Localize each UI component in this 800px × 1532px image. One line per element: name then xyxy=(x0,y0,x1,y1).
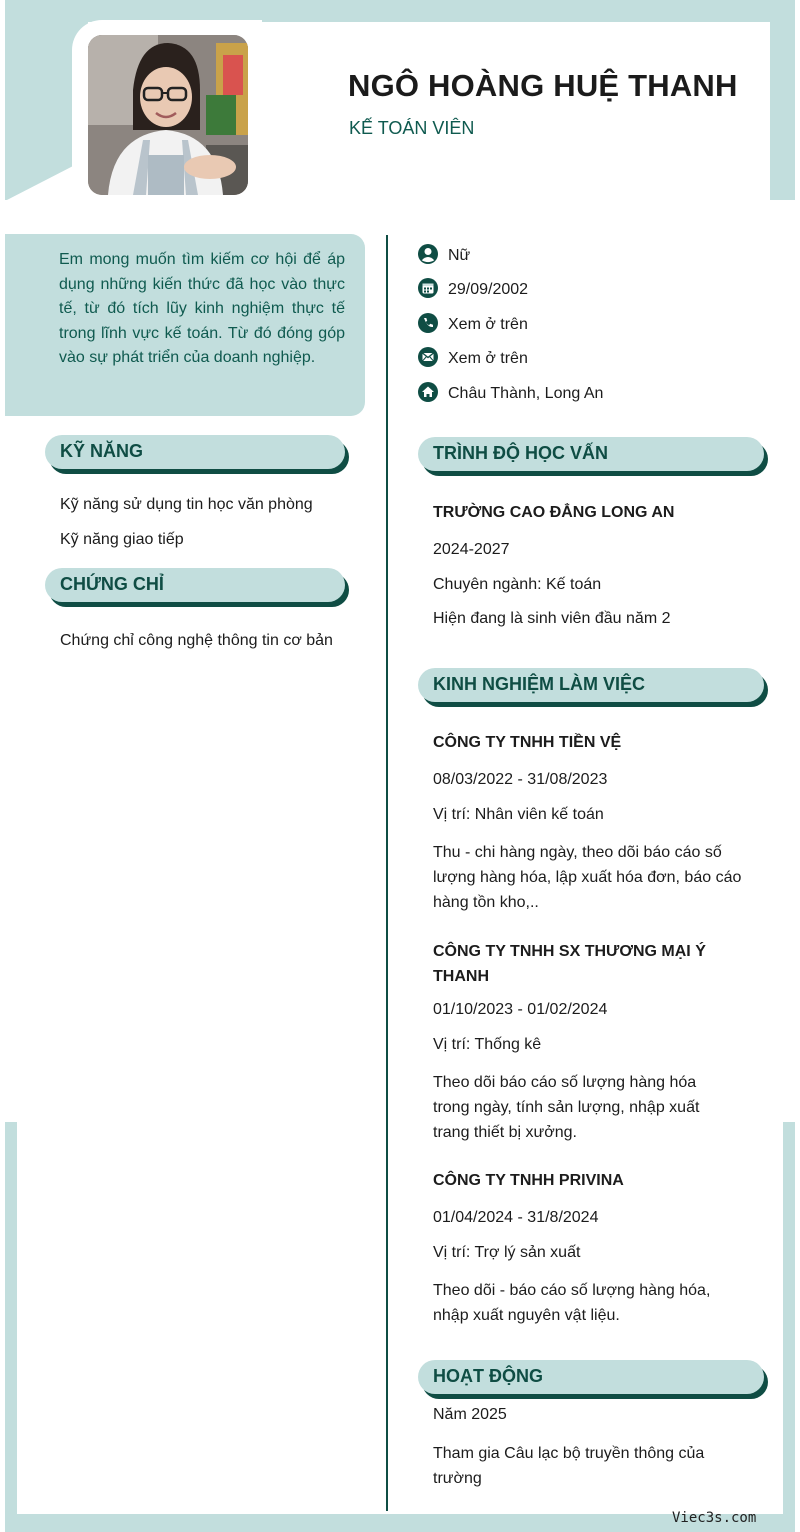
job-company: CÔNG TY TNHH SX THƯƠNG MẠI Ý THANH xyxy=(433,943,706,985)
candidate-role: KẾ TOÁN VIÊN xyxy=(349,118,475,138)
watermark-text: Viec3s.com xyxy=(672,1510,757,1526)
frame-wedge xyxy=(5,165,75,201)
address-value: Châu Thành, Long An xyxy=(448,385,604,402)
calendar-icon xyxy=(418,278,438,298)
profile-photo-illustration xyxy=(88,35,248,195)
education-title: TRÌNH ĐỘ HỌC VẤN xyxy=(433,443,608,463)
activity-year: Năm 2025 xyxy=(433,1406,507,1423)
gender-value: Nữ xyxy=(448,247,471,264)
education-school: TRƯỜNG CAO ĐẲNG LONG AN xyxy=(433,504,675,521)
activities-title: HOẠT ĐỘNG xyxy=(433,1366,543,1386)
phone-icon xyxy=(418,313,438,333)
job-position: Vị trí: Thống kê xyxy=(433,1036,542,1053)
email-icon xyxy=(418,347,438,367)
job-period: 01/10/2023 - 01/02/2024 xyxy=(433,1001,608,1018)
phone-value: Xem ở trên xyxy=(448,316,528,333)
job-position: Vị trí: Nhân viên kế toán xyxy=(433,806,604,823)
home-icon xyxy=(418,382,438,402)
job-company: CÔNG TY TNHH PRIVINA xyxy=(433,1172,624,1189)
objective-text: Em mong muốn tìm kiếm cơ hội để áp dụng những kiến thức đã học vào thực tế, từ đó tích lũy kinh nghiệm thực tế trong lĩnh vực kế toán. Từ đó đóng góp vào sự phát triển của doanh nghiệp. xyxy=(59,251,345,367)
education-major: Chuyên ngành: Kế toán xyxy=(433,576,602,593)
birthdate-value: 29/09/2002 xyxy=(448,281,529,298)
user-icon xyxy=(418,244,438,264)
skill-item: Kỹ năng giao tiếp xyxy=(60,531,184,548)
job-period: 01/04/2024 - 31/8/2024 xyxy=(433,1209,599,1226)
certificate-item: Chứng chỉ công nghệ thông tin cơ bản xyxy=(60,632,333,649)
column-divider xyxy=(386,235,388,1511)
job-description: Theo dõi báo cáo số lượng hàng hóa trong ngày, tính sản lượng, nhập xuất trang thiết bị xưởng. xyxy=(433,1074,700,1141)
experience-title: KINH NGHIỆM LÀM VIỆC xyxy=(433,674,646,694)
skill-item: Kỹ năng sử dụng tin học văn phòng xyxy=(60,496,313,513)
activity-description: Tham gia Câu lạc bộ truyền thông của trường xyxy=(433,1445,705,1487)
job-company: CÔNG TY TNHH TIỀN VỆ xyxy=(433,734,622,751)
job-period: 08/03/2022 - 31/08/2023 xyxy=(433,771,608,788)
candidate-name: NGÔ HOÀNG HUỆ THANH xyxy=(348,68,738,103)
job-description: Theo dõi - báo cáo số lượng hàng hóa, nhập xuất nguyên vật liệu. xyxy=(433,1282,711,1324)
job-position: Vị trí: Trợ lý sản xuất xyxy=(433,1244,581,1261)
profile-photo xyxy=(88,35,248,195)
job-description: Thu - chi hàng ngày, theo dõi báo cáo số lượng hàng hóa, lập xuất hóa đơn, báo cáo hàng tồn kho,.. xyxy=(433,844,742,911)
email-value: Xem ở trên xyxy=(448,350,528,367)
education-note: Hiện đang là sinh viên đầu năm 2 xyxy=(433,610,671,627)
certificates-title: CHỨNG CHỈ xyxy=(60,574,164,594)
skills-title: KỸ NĂNG xyxy=(60,441,144,461)
education-period: 2024-2027 xyxy=(433,541,510,558)
